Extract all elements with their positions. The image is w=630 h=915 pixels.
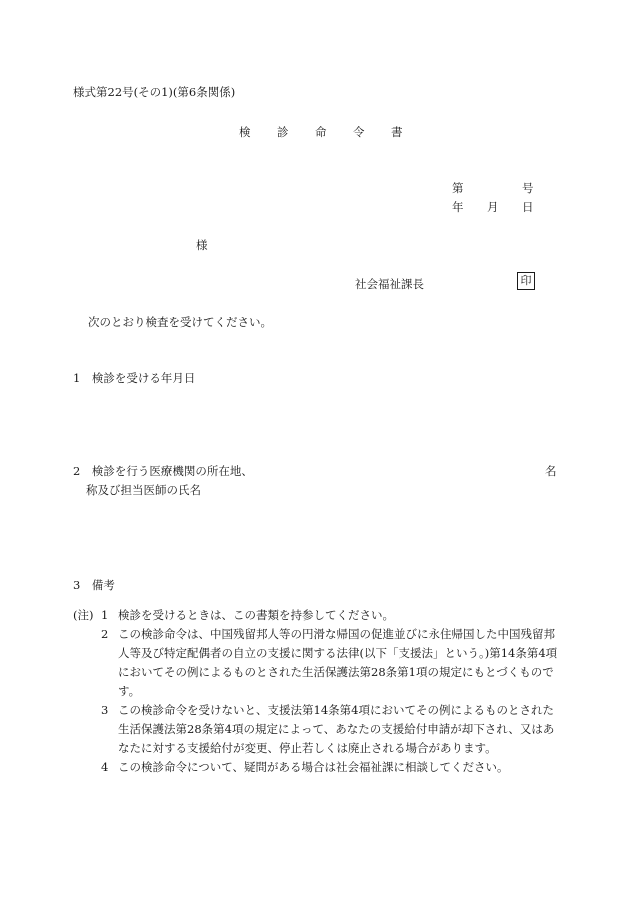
- item-institution-line1: 2 検診を行う医療機関の所在地、: [73, 464, 253, 478]
- date-day: 日: [522, 200, 534, 214]
- note-item: [73, 701, 563, 758]
- notes-section: [73, 606, 563, 777]
- number-prefix: 第: [452, 181, 464, 195]
- note-number: 4: [101, 760, 109, 774]
- note-text: この検診命令について、疑問がある場合は社会福祉課に相談してください。: [118, 760, 509, 774]
- number-suffix: 号: [522, 181, 534, 195]
- seal-mark: 印: [517, 272, 535, 290]
- title-char: 書: [391, 125, 403, 139]
- note-number: 3: [101, 703, 109, 717]
- title-char: 命: [315, 125, 327, 139]
- note-item: [73, 606, 563, 625]
- intro-text: 次のとおり検査を受けてください。: [88, 315, 272, 329]
- item-institution-mei: 名: [545, 464, 557, 478]
- notes-label: (注): [73, 608, 94, 622]
- date-month: 月: [487, 200, 499, 214]
- title-char: 検: [239, 125, 251, 139]
- date-year: 年: [452, 200, 464, 214]
- title-char: 令: [353, 125, 365, 139]
- note-text: この検診命令を受けないと、支援法第14条第4項においてその例によるものとされた生活保護法第28条第4項の規定によって、あなたの支援給付申請が却下され、又はあなたに対する支援給付が変更、停止若しくは廃止される場合があります。: [118, 703, 555, 755]
- item-remarks: 3 備考: [73, 578, 115, 592]
- issuer-title: 社会福祉課長: [355, 277, 424, 291]
- note-text: この検診命令は、中国残留邦人等の円滑な帰国の促進並びに永住帰国した中国残留邦人等及び特定配偶者の自立の支援に関する法律(以下「支援法」という。)第14条第4項においてその例によるものとされた生活保護法第28条第1項の規定にもとづくものです。: [118, 627, 558, 698]
- form-number: 様式第22号(その1)(第6条関係): [73, 85, 236, 99]
- item-exam-date: 1 検診を受ける年月日: [73, 371, 196, 385]
- note-item: [73, 625, 563, 701]
- document-title: [239, 124, 429, 140]
- addressee: 様: [196, 238, 208, 252]
- document-number: [452, 180, 534, 196]
- note-number: 2: [101, 627, 109, 641]
- note-item: [73, 758, 563, 777]
- issue-date: [452, 199, 557, 215]
- title-char: 診: [277, 125, 289, 139]
- note-number: 1: [101, 608, 109, 622]
- note-text: 検診を受けるときは、この書類を持参してください。: [118, 608, 394, 622]
- item-institution-line2: 称及び担当医師の氏名: [86, 483, 201, 497]
